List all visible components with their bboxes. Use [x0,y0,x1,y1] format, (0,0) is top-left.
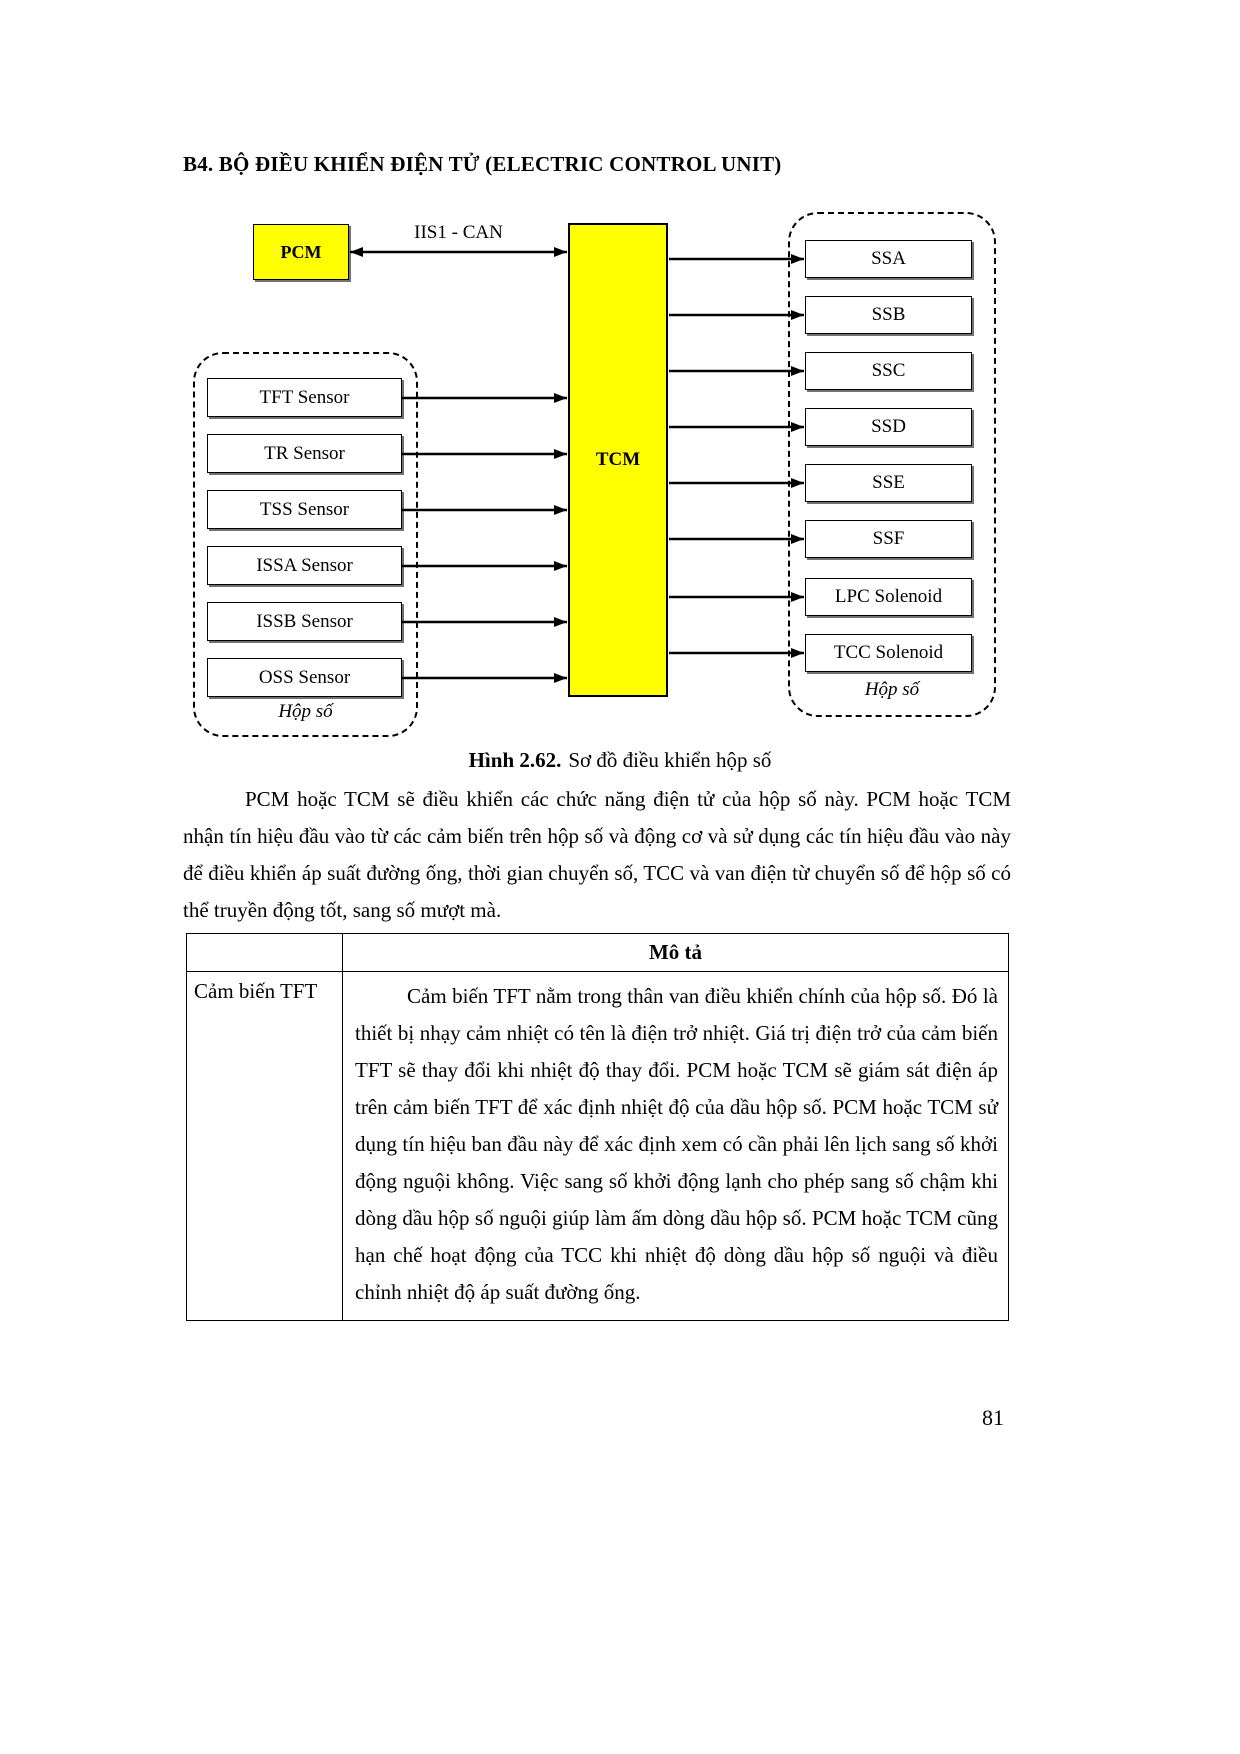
tcm-box: TCM [568,223,668,697]
sensor-box-issb: ISSB Sensor [207,602,402,641]
sensor-box-oss: OSS Sensor [207,658,402,697]
actuator-box-ssa: SSA [805,240,972,278]
pcm-box: PCM [253,224,349,280]
body-paragraph: PCM hoặc TCM sẽ điều khiển các chức năng điện tử của hộp số này. PCM hoặc TCM nhận tín hiệu đầu vào từ các cảm biến trên hộp số và động cơ và sử dụng các tín hiệu đầu vào này để điều khiển áp suất đường ống, thời gian chuyển số, TCC và van điện từ chuyển số để hộp số có thể truyền động tốt, sang số mượt mà. [183,787,1011,922]
actuator-box-sse: SSE [805,464,972,502]
description-table [186,933,1009,1321]
actuator-box-tcc-solenoid: TCC Solenoid [805,634,972,672]
table-row [187,972,1009,1321]
sensor-box-tft: TFT Sensor [207,378,402,417]
figure-caption-number: Hình 2.62. [468,748,562,772]
actuator-box-lpc-solenoid: LPC Solenoid [805,578,972,616]
sensor-box-tss: TSS Sensor [207,490,402,529]
sensor-box-issa: ISSA Sensor [207,546,402,585]
table-header-empty-cell [187,934,343,972]
figure-caption [0,748,1240,773]
page-number: 81 [982,1405,1004,1430]
sensor-arrows [402,398,567,678]
actuator-box-ssf: SSF [805,520,972,558]
row-label-cell: Cảm biến TFT [187,972,343,1321]
page-title: B4. BỘ ĐIỀU KHIỂN ĐIỆN TỬ (ELECTRIC CONTROL UNIT) [183,152,782,176]
row-description-cell: Cảm biến TFT nằm trong thân van điều khiển chính của hộp số. Đó là thiết bị nhạy cảm nhiệt có tên là điện trở nhiệt. Giá trị điện trở của cảm biến TFT sẽ thay đổi khi nhiệt độ thay đổi. PCM hoặc TCM sẽ giám sát điện áp trên cảm biến TFT để xác định nhiệt độ của dầu hộp số. PCM hoặc TCM sử dụng tín hiệu ban đầu này để xác định xem có cần phải lên lịch sang số khởi động nguội không. Việc sang số khởi động lạnh cho phép sang số chậm khi dòng dầu hộp số nguội giúp làm ấm dòng dầu hộp số. PCM hoặc TCM cũng hạn chế hoạt động của TCC khi nhiệt độ dòng dầu hộp số nguội và điều chỉnh nhiệt độ áp suất đường ống. [343,972,1009,1321]
actuator-box-ssb: SSB [805,296,972,334]
can-bus-label: IIS1 - CAN [414,222,503,243]
sensor-group-caption: Hộp số [278,701,333,722]
actuator-box-ssd: SSD [805,408,972,446]
actuator-group-caption: Hộp số [864,679,920,700]
control-unit-diagram [0,210,1240,755]
table-header-mo-ta: Mô tả [343,934,1009,972]
actuator-arrows [669,259,804,653]
sensor-box-tr: TR Sensor [207,434,402,473]
table-header-row [187,934,1009,972]
actuator-box-ssc: SSC [805,352,972,390]
figure-caption-text: Sơ đồ điều khiển hộp số [568,748,772,772]
